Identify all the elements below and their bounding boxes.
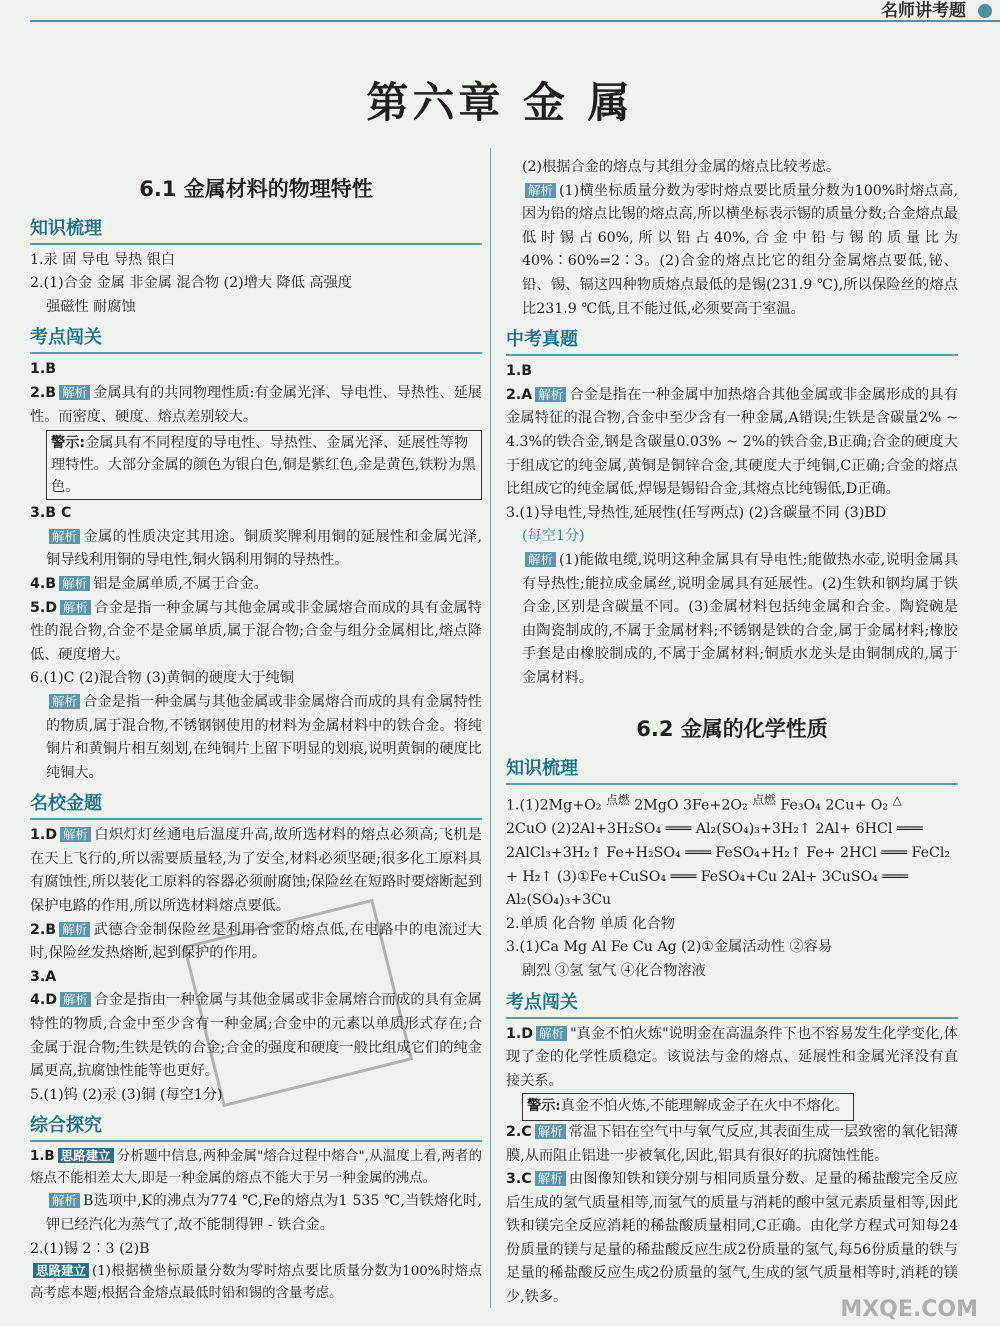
section-title-6-1: 6.1 金属材料的物理特性	[139, 177, 373, 201]
equation-part: 2MgO 3Fe+2O₂	[634, 797, 748, 814]
warning-box	[46, 430, 482, 500]
idea-text: 分析题中信息,两种金属"熔合过程中熔合",从温度上看,两者的熔点不能相差太大,即是一种金属的熔点不能大于另一种金属的沸点。	[30, 1149, 482, 1187]
heading-checkpoint: 考点闯关	[30, 325, 482, 354]
equation-line: 2CuO (2)2Al+3H₂SO₄ ═══ Al₂(SO₄)₃+3H₂↑ 2Al+ 6HCl ═══	[506, 821, 923, 838]
equation-line: Al₂(SO₄)₃+3Cu	[506, 892, 612, 909]
analysis-text: 武德合金制保险丝是利用合金的熔点低,在电路中的电流过大时,保险丝发热熔断,起到保护的作用。	[30, 921, 482, 962]
analysis-tag: 解析	[525, 183, 556, 198]
answer-number: 4.B	[30, 575, 57, 592]
analysis-text: 合金是指由一种金属与其他金属或非金属熔合而成的具有金属特性的物质,合金中至少含有一种金属;合金中的元素以单质形式存在;合金属于混合物;生铁是铁的合金;合金的强度和硬度一般比组成它们的纯金属更高,抗腐蚀性能等也更好。	[30, 992, 482, 1080]
analysis-tag: 解析	[60, 992, 91, 1007]
answer-number: 2.B	[30, 921, 57, 938]
answer-number: 2.A	[506, 386, 533, 403]
watermark: MXQE.COM	[840, 1297, 978, 1322]
analysis-text: B选项中,K的沸点为774 ℃,Fe的熔点为1 535 ℃,当铁熔化时,钾已经汽化为蒸气了,故不能制得钾 - 铁合金。	[46, 1193, 482, 1233]
answer-line: 2.(1)合金 金属 非金属 混合物 (2)增大 降低 高强度	[30, 275, 352, 292]
analysis-text: 金属具有的共同物理性质:有金属光泽、导电性、导热性、延展性。而密度、硬度、熔点差别较大。	[30, 384, 482, 425]
answer-number: 1.B	[30, 1149, 55, 1165]
chapter-title: 第六章 金 属	[366, 78, 634, 127]
warning-text: 金属具有不同程度的导电性、导热性、金属光泽、延展性等物理特性。大部分金属的颜色为银白色,铜是紫红色,金是黄色,铁粉为黑色。	[51, 435, 476, 496]
heading-comprehensive: 综合探究	[30, 1113, 482, 1142]
analysis-tag: 解析	[536, 1026, 567, 1041]
answer-number: 1.D	[506, 1025, 534, 1042]
heading-exam-real: 中考真题	[506, 327, 958, 356]
equation-line	[506, 789, 958, 818]
analysis-text: 合金是指在一种金属中加热熔合其他金属或非金属形成的具有金属特征的混合物,合金中至少含有一种金属,A错误;生铁是含碳量2% ~ 4.3%的铁合金,钢是含碳量0.03% ~ 2%的铁合金,B正确;合金的硬度大于组成它的纯金属,黄铜是铜锌合金,其硬度大于纯铜,C正确;合金的熔点比组成它的纯金属低,焊锡是锡铅合金,其熔点比纯锡低,D正确。	[506, 386, 958, 498]
analysis-text: 合金是指一种金属与其他金属或非金属熔合而成的具有金属特性的物质,属于混合物,不锈钢钢使用的材料为金属材料中的铁合金。将纯铜片和黄铜片相互刻划,在纯铜片上留下明显的划痕,说明黄铜的硬度比纯铜大。	[46, 693, 482, 781]
idea-text: (1)根据横坐标质量分数为零时熔点要比质量分数为100%时熔点高考虑本题;根据合金熔点最低时铅和锡的含量考虑。	[30, 1264, 482, 1302]
heading-knowledge: 知识梳理	[30, 216, 482, 245]
answer-line: 5.(1)钨 (2)汞 (3)铜 (每空1分)	[30, 1086, 223, 1103]
idea-continued: (2)根据合金的熔点与其组分金属的熔点比较考虑。	[522, 159, 841, 175]
condition-label: △	[892, 793, 902, 808]
heading-famous-school: 名校金题	[30, 791, 482, 820]
warning-box	[522, 1093, 854, 1121]
analysis-text: 铝是金属单质,不属于合金。	[93, 575, 268, 592]
section-title-6-2: 6.2 金属的化学性质	[636, 717, 828, 742]
analysis-text: 白炽灯灯丝通电后温度升高,故所选材料的熔点必须高;飞机是在天上飞行的,所以需要质量轻,为了安全,材料必须坚硬;很多化工原料具有腐蚀性,所以装化工原料的容器必须耐腐蚀;保险丝在短路时要熔断起到保护电路的作用,所以所选材料熔点要低。	[30, 827, 482, 915]
answer-line: 6.(1)C (2)混合物 (3)黄铜的硬度大于纯铜	[30, 670, 294, 687]
answer-line: 3.(1)Ca Mg Al Fe Cu Ag (2)①金属活动性 ②容易	[506, 939, 833, 956]
idea-tag: 思路建立	[33, 1263, 89, 1278]
analysis-text: (1)能做电缆,说明这种金属具有导电性;能做热水壶,说明金属具有导热性;能拉成金属丝,说明金属具有延展性。(2)生铁和钢均属于铁合金,区别是含碳量不同。(3)金属材料包括纯金属和合金。陶瓷碗是由陶瓷制成的,不属于金属材料;不锈钢是铁的合金,属于金属材料;橡胶手套是由橡胶制成的,不属于金属材料;铜质水龙头是由铜制成的,属于金属材料。	[522, 551, 958, 686]
analysis-text: 由图像知铁和镁分别与相同质量分数、足量的稀盐酸完全反应后生成的氢气质量相等,而氢气的质量与消耗的酸中氢元素质量相等,因此铁和镁完全反应消耗的稀盐酸质量相同,C正确。由化学方程式可知每24份质量的镁与足量的稀盐酸反应生成2份质量的氢气,每56份质量的铁与足量的稀盐酸反应生成2份质量的氢气,生成的氢气质量相等时,消耗的镁少,铁多。	[506, 1171, 958, 1306]
answer-line: 2.(1)锡 2∶3 (2)B	[30, 1240, 150, 1257]
condition-label: 点燃	[606, 793, 630, 808]
answer-number: 3.C	[506, 1171, 532, 1188]
analysis-tag: 解析	[49, 694, 80, 709]
analysis-text: (1)横坐标质量分数为零时熔点要比质量分数为100%时熔点高,因为铅的熔点比锡的熔点高,所以横坐标表示锡的质量分数;合金熔点最低时锡占60%,所以铅占40%,合金中铅与锡的质量比为40%∶60%=2∶3。(2)合金的熔点比它的组分金属熔点要低,铋、铅、锡、镉这四种物质熔点最低的是锡(231.9 ℃),所以保险丝的熔点比231.9 ℃低,且不能过低,必须要高于室温。	[522, 182, 958, 317]
analysis-tag: 解析	[535, 387, 566, 402]
score-note: (每空1分)	[522, 528, 585, 545]
analysis-tag: 解析	[535, 1124, 566, 1139]
warning-text: 真金不怕火炼,不能理解成金子在火中不熔化。	[560, 1098, 849, 1115]
answer-number: 1.D	[30, 827, 58, 844]
analysis-text: "真金不怕火炼"说明金在高温条件下也不容易发生化学变化,体现了金的化学性质稳定。该说法与金的熔点、延展性和金属光泽没有直接关系。	[506, 1025, 958, 1089]
condition-label: 点燃	[752, 793, 776, 808]
left-column	[30, 150, 482, 1305]
header-rule	[30, 0, 1000, 22]
heading-checkpoint-2: 考点闯关	[506, 990, 958, 1019]
analysis-tag: 解析	[59, 576, 90, 591]
answer-number: 2.C	[506, 1123, 532, 1140]
analysis-tag: 解析	[60, 827, 91, 842]
answer-line: 强磁性 耐腐蚀	[46, 298, 136, 315]
equation-line: 2AlCl₃+3H₂↑ Fe+H₂SO₄ ═══ FeSO₄+H₂↑ Fe+ 2HCl ═══ FeCl₂	[506, 844, 951, 861]
equation-line: + H₂↑ (3)①Fe+CuSO₄ ═══ FeSO₄+Cu 2Al+ 3CuSO₄ ═══	[506, 868, 908, 885]
analysis-text: 金属的性质决定其用途。铜质奖牌利用铜的延展性和金属光泽,铜导线利用铜的导电性,铜火锅利用铜的导热性。	[46, 528, 482, 569]
analysis-tag: 解析	[525, 552, 556, 567]
answer-line: 3.B C	[30, 505, 72, 522]
analysis-tag: 解析	[59, 922, 90, 937]
header-tag: 名师讲考题	[881, 1, 966, 21]
answer-line: 剧烈 ③氢 氢气 ④化合物溶液	[522, 962, 706, 979]
heading-knowledge-2: 知识梳理	[506, 756, 958, 785]
answer-line: 1.B	[30, 361, 57, 378]
warning-label: 警示:	[527, 1098, 561, 1115]
answer-line: 2.单质 化合物 单质 化合物	[506, 915, 675, 932]
answer-line: 3.(1)导电性,导热性,延展性(任写两点) (2)含碳量不同 (3)BD	[506, 504, 887, 521]
equation-part: Fe₃O₄ 2Cu+ O₂	[780, 797, 889, 814]
equation-part: 1.(1)2Mg+O₂	[506, 797, 602, 814]
warning-label: 警示:	[51, 435, 86, 452]
answer-line: 1.B	[506, 363, 533, 380]
column-divider	[490, 148, 491, 1308]
analysis-tag: 解析	[535, 1171, 566, 1186]
header-dot-icon	[978, 4, 992, 18]
answer-line: 3.A	[30, 968, 57, 985]
right-column	[506, 156, 958, 1310]
answer-number: 4.D	[30, 992, 58, 1009]
answer-number: 5.D	[30, 599, 58, 616]
analysis-text: 合金是指一种金属与其他金属或非金属熔合而成的具有金属特性的混合物,合金不是金属单质,属于混合物;合金与组分金属相比,熔点降低、硬度增大。	[30, 599, 482, 663]
answer-line: 1.汞 固 导电 导热 银白	[30, 251, 176, 268]
answer-number: 2.B	[30, 384, 57, 401]
analysis-tag: 解析	[49, 1193, 80, 1208]
idea-tag: 思路建立	[58, 1148, 114, 1163]
analysis-tag: 解析	[59, 385, 90, 400]
analysis-tag: 解析	[49, 529, 80, 544]
analysis-tag: 解析	[60, 600, 91, 615]
analysis-text: 常温下铝在空气中与氧气反应,其表面生成一层致密的氧化铝薄膜,从而阻止铝进一步被氧化,因此,铝具有很好的抗腐蚀性能。	[506, 1123, 958, 1164]
